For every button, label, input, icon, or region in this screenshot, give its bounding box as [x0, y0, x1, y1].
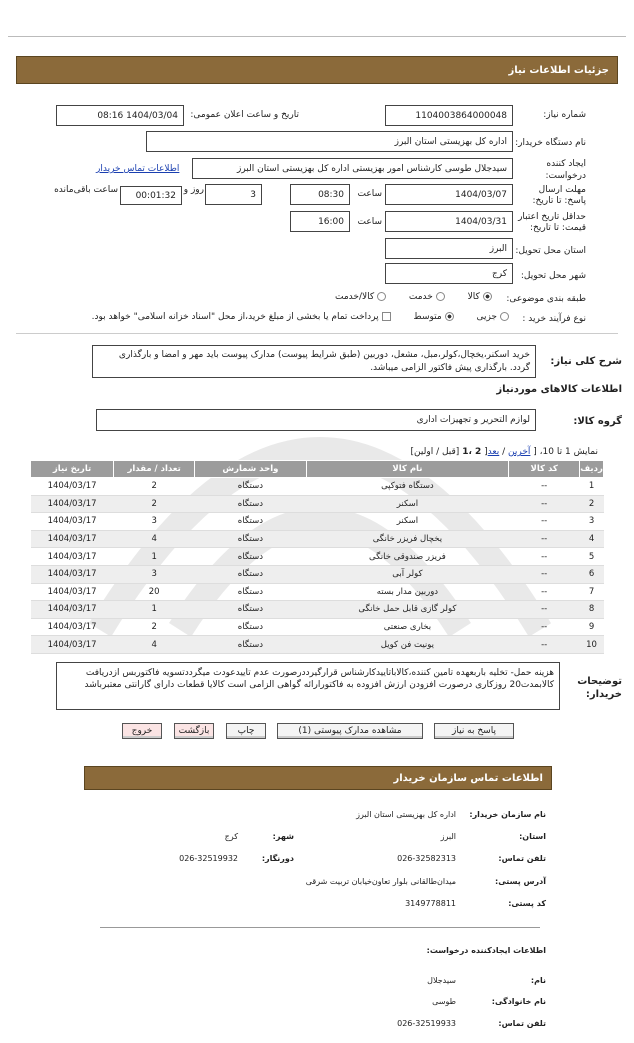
summary-label: شرح کلی نیاز: — [550, 356, 622, 367]
table-cell: 1404/03/17 — [31, 618, 114, 636]
buyer-org-field: اداره کل بهزیستی استان البرز — [146, 131, 513, 152]
table-cell: -- — [509, 583, 580, 601]
table-cell: یونیت فن کویل — [306, 636, 509, 654]
process-radio-group — [52, 312, 512, 322]
province-field: البرز — [385, 238, 513, 259]
need-number-label: شماره نیاز: — [543, 110, 586, 120]
reply-button[interactable]: پاسخ به نیاز — [434, 723, 514, 739]
days-label: روز و — [183, 185, 204, 195]
column-header: نام کالا — [306, 461, 509, 478]
table-cell: دستگاه — [195, 583, 306, 601]
table-cell: 1404/03/17 — [31, 565, 114, 583]
creator-name-label: نام: — [530, 976, 546, 985]
table-cell: دستگاه — [195, 548, 306, 566]
contact-city-label: شهر: — [272, 832, 294, 841]
validity-time-field: 16:00 — [290, 211, 350, 232]
creator-label: ایجاد کننده درخواست: — [545, 159, 586, 181]
table-row[interactable] — [31, 636, 604, 654]
table-cell: -- — [509, 618, 580, 636]
table-cell: دستگاه — [195, 618, 306, 636]
table-cell: 1404/03/17 — [31, 548, 114, 566]
table-cell: 2 — [114, 495, 195, 513]
column-header: تعداد / مقدار — [114, 461, 195, 478]
column-header: تاریخ نیاز — [31, 461, 114, 478]
remaining-label: ساعت باقی‌مانده — [54, 185, 118, 195]
table-cell: دستگاه — [195, 565, 306, 583]
top-divider — [8, 36, 626, 37]
table-cell: 4 — [114, 636, 195, 654]
creator-family: طوسی — [432, 997, 456, 1006]
announce-label: تاریخ و ساعت اعلان عمومی: — [190, 110, 299, 120]
exit-button[interactable]: خروج — [122, 723, 162, 739]
contact-address-label: آدرس پستی: — [495, 877, 546, 886]
table-cell: کولر گازی قابل حمل خانگی — [306, 601, 509, 619]
paging-info: نمایش 1 تا 10، — [539, 447, 598, 457]
notes-field: هزینه حمل- تخلیه باربعهده تامین کننده،کالاباتاییدکارشناس قرارگیرددرصورت عدم تاییدعودت میگرددتسویه فاکتوربس ازدریافت کالابمدت20 روزکاری درصورت افزودن ارزش افزوده به فاکتورارائه گواهی الزامی است کالایا قطعات دارای گارانتی معتبرباشد — [56, 662, 560, 710]
table-row[interactable] — [31, 495, 604, 513]
contact-province-label: استان: — [519, 832, 546, 841]
paging-pages[interactable]: 2 ،1 — [462, 447, 482, 457]
validity-label: حداقل تاریخ اعتبار قیمت: تا تاریخ: — [518, 212, 586, 233]
table-cell: 6 — [580, 565, 604, 583]
attachments-button[interactable]: مشاهده مدارک پیوستی (1) — [277, 723, 423, 739]
table-cell: دستگاه — [195, 601, 306, 619]
table-row[interactable] — [31, 513, 604, 531]
radio-goods[interactable] — [483, 292, 492, 301]
table-cell: 9 — [580, 618, 604, 636]
radio-partial[interactable] — [500, 312, 509, 321]
table-cell: 1404/03/17 — [31, 601, 114, 619]
table-cell: دستگاه — [195, 513, 306, 531]
paging-prev-first: [قبل / اولین] — [410, 447, 460, 457]
table-cell: -- — [509, 513, 580, 531]
table-cell: 3 — [580, 513, 604, 531]
table-cell: دستگاه — [195, 495, 306, 513]
column-header: واحد شمارش — [195, 461, 306, 478]
province-label: استان محل تحویل: — [515, 246, 586, 256]
table-cell: 2 — [114, 618, 195, 636]
creator-name: سیدجلال — [427, 976, 456, 985]
table-cell: کولر آبی — [306, 565, 509, 583]
paging-last-link[interactable]: آخرین — [508, 447, 531, 457]
table-row[interactable] — [31, 618, 604, 636]
goods-table-header — [31, 461, 604, 478]
goods-group-label: گروه کالا: — [573, 416, 622, 427]
table-cell: 4 — [580, 530, 604, 548]
contact-phone-label: تلفن تماس: — [498, 854, 546, 863]
contact-org-label: نام سازمان خریدار: — [469, 810, 546, 819]
radio-service[interactable] — [436, 292, 445, 301]
table-cell: بخاری صنعتی — [306, 618, 509, 636]
table-cell: -- — [509, 601, 580, 619]
contact-phone: 026-32582313 — [397, 854, 456, 863]
table-cell: دستگاه — [195, 636, 306, 654]
contact-divider — [100, 927, 540, 928]
deadline-label: مهلت ارسال پاسخ: تا تاریخ: — [532, 185, 586, 206]
contact-address: میدان‌طالقانی بلوار تعاون‌خیابان تربیت شرقی — [305, 877, 456, 886]
radio-partial-label: جزیی — [476, 312, 497, 322]
category-radio-group — [335, 292, 495, 302]
creator-field: سیدجلال طوسی کارشناس امور بهزیستی اداره کل بهزیستی استان البرز — [192, 158, 513, 179]
table-cell: -- — [509, 530, 580, 548]
table-cell: اسکنر — [306, 513, 509, 531]
creator-family-label: نام خانوادگی: — [491, 997, 546, 1006]
radio-goods-label: کالا — [467, 292, 480, 302]
table-cell: 1404/03/17 — [31, 495, 114, 513]
table-cell: 4 — [114, 530, 195, 548]
treasury-checkbox[interactable] — [382, 312, 391, 321]
table-cell: دستگاه — [195, 478, 306, 496]
table-cell: -- — [509, 495, 580, 513]
table-cell: -- — [509, 548, 580, 566]
deadline-hour-label: ساعت — [357, 189, 382, 199]
page-title: جزئیات اطلاعات نیاز — [16, 56, 618, 84]
contact-postal: 3149778811 — [405, 899, 456, 908]
remaining-field: 00:01:32 — [120, 186, 182, 205]
table-cell: 3 — [114, 565, 195, 583]
buyer-org-label: نام دستگاه خریدار: — [515, 138, 586, 148]
days-field: 3 — [205, 184, 262, 205]
table-cell: -- — [509, 565, 580, 583]
table-row[interactable] — [31, 478, 604, 496]
table-cell: -- — [509, 478, 580, 496]
table-row[interactable] — [31, 601, 604, 619]
validity-date-field: 1404/03/31 — [385, 211, 513, 232]
table-cell: 1404/03/17 — [31, 636, 114, 654]
table-cell: 1404/03/17 — [31, 513, 114, 531]
contact-fax-label: دورنگار: — [261, 854, 294, 863]
table-cell: -- — [509, 636, 580, 654]
table-row[interactable] — [31, 548, 604, 566]
radio-medium-label: متوسط — [413, 312, 442, 322]
table-cell: یخچال فریزر خانگی — [306, 530, 509, 548]
contact-postal-label: کد پستی: — [508, 899, 546, 908]
table-cell: فریزر صندوقی خانگی — [306, 548, 509, 566]
table-cell: دستگاه فتوکپی — [306, 478, 509, 496]
table-cell: دوربین مدار بسته — [306, 583, 509, 601]
column-header: کد کالا — [509, 461, 580, 478]
announce-field: 1404/03/04 08:16 — [56, 105, 184, 126]
deadline-date-field: 1404/03/07 — [385, 184, 513, 205]
validity-hour-label: ساعت — [357, 217, 382, 227]
back-button[interactable]: بازگشت — [174, 723, 214, 739]
creator-phone: 026-32519933 — [397, 1019, 456, 1028]
goods-title: اطلاعات کالاهای موردنیاز — [496, 384, 622, 395]
table-cell: 3 — [114, 513, 195, 531]
radio-medium[interactable] — [445, 312, 454, 321]
table-cell: اسکنر — [306, 495, 509, 513]
treasury-note: پرداخت تمام یا بخشی از مبلغ خرید،از محل "اسناد خزانه اسلامی" خواهد بود. — [91, 312, 379, 322]
table-cell: 5 — [580, 548, 604, 566]
category-label: طبقه بندی موضوعی: — [506, 294, 586, 304]
table-row[interactable] — [31, 530, 604, 548]
deadline-time-field: 08:30 — [290, 184, 350, 205]
table-cell: 1 — [114, 601, 195, 619]
table-cell: 20 — [114, 583, 195, 601]
radio-goods-service[interactable] — [377, 292, 386, 301]
goods-group-field: لوازم التحریر و تجهیزات اداری — [96, 409, 536, 431]
table-cell: 8 — [580, 601, 604, 619]
table-cell: 1 — [580, 478, 604, 496]
form-divider — [16, 333, 618, 334]
need-number-field: 1104003864000048 — [385, 105, 513, 126]
radio-goods-service-label: کالا/خدمت — [335, 292, 375, 302]
pagination: نمایش 1 تا 10، [ آخرین / بعد[ 2 ،1 [قبل / اولین] — [410, 447, 598, 457]
table-cell: دستگاه — [195, 530, 306, 548]
creator-info-title: اطلاعات ایجادکننده درخواست: — [426, 946, 546, 955]
table-cell: 1404/03/17 — [31, 530, 114, 548]
table-row[interactable] — [31, 565, 604, 583]
paging-next-link[interactable]: بعد — [487, 447, 500, 457]
summary-field: خرید اسکنر،یخچال،کولر،مبل، مشعل، دوربین (طبق شرایط پیوست) مدارک پیوست باید مهر و امضا و بارگذاری گردد. بارگذاری پیش فاکتور الزامی میباشد. — [92, 345, 536, 378]
creator-phone-label: تلفن تماس: — [498, 1019, 546, 1028]
table-cell: 2 — [580, 495, 604, 513]
city-label: شهر محل تحویل: — [520, 271, 586, 281]
table-cell: 2 — [114, 478, 195, 496]
table-row[interactable] — [31, 583, 604, 601]
contact-fax: 026-32519932 — [179, 854, 238, 863]
table-cell: 1 — [114, 548, 195, 566]
contact-city: کرج — [224, 832, 238, 841]
notes-label: توضیحات خریدار: — [577, 676, 622, 700]
column-header: ردیف — [580, 461, 604, 478]
process-label: نوع فرآیند خرید : — [522, 314, 586, 324]
table-cell: 7 — [580, 583, 604, 601]
radio-service-label: خدمت — [408, 292, 433, 302]
table-cell: 1404/03/17 — [31, 478, 114, 496]
city-field: کرج — [385, 263, 513, 284]
table-cell: 1404/03/17 — [31, 583, 114, 601]
goods-table — [30, 460, 604, 654]
contact-org: اداره کل بهزیستی استان البرز — [356, 810, 456, 819]
print-button[interactable]: چاپ — [226, 723, 266, 739]
buyer-contact-link[interactable]: اطلاعات تماس خریدار — [96, 164, 180, 174]
goods-table-body — [31, 478, 604, 654]
contact-province: البرز — [440, 832, 456, 841]
table-cell: 10 — [580, 636, 604, 654]
contact-title: اطلاعات تماس سازمان خریدار — [84, 766, 552, 790]
